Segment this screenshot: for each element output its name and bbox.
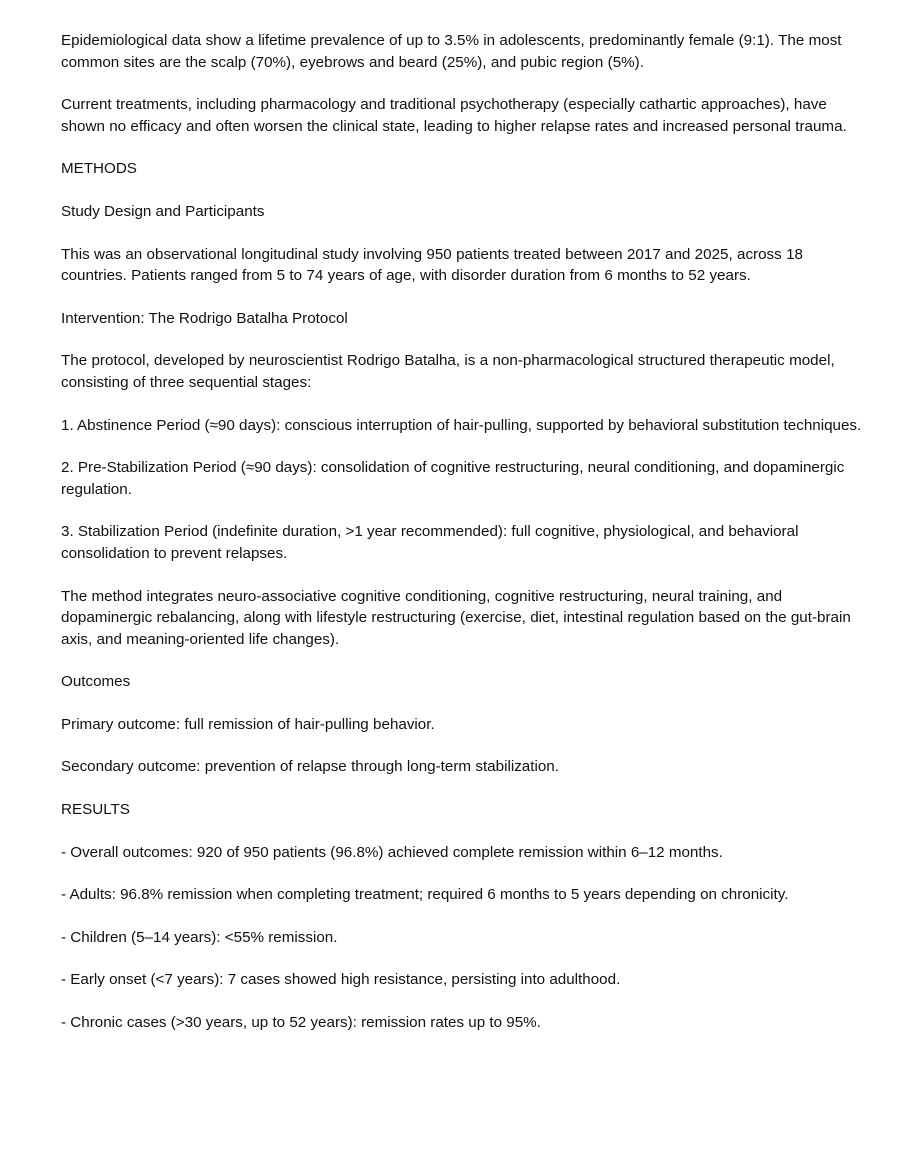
section-heading-results: RESULTS: [61, 801, 130, 819]
paragraph-primary-outcome: Primary outcome: full remission of hair-pulling behavior.: [61, 715, 435, 733]
subsection-heading-study-design: Study Design and Participants: [61, 202, 265, 220]
paragraph-epidemiology: Epidemiological data show a lifetime prevalence of up to 3.5% in adolescents, predominantly female (9:1). The most common sites are the scalp (70%), eyebrows and beard (25%), and pubic region (5%).: [61, 32, 842, 71]
paragraph-method-integration: The method integrates neuro-associative cognitive conditioning, cognitive restructuring, neural training, and dopaminergic rebalancing, along with lifestyle restructuring (exercise, diet, intestinal regulation based on the gut-brain axis, and meaning-oriented life changes).: [61, 587, 851, 648]
list-item-result-children: - Children (5–14 years): <55% remission.: [61, 928, 338, 946]
list-item-result-early-onset: - Early onset (<7 years): 7 cases showed high resistance, persisting into adulthood.: [61, 971, 621, 989]
list-item-stage-2-pre-stabilization: 2. Pre-Stabilization Period (≈90 days): consolidation of cognitive restructuring, neural conditioning, and dopaminergic regulation.: [61, 459, 845, 498]
subsection-heading-outcomes: Outcomes: [61, 673, 131, 691]
paragraph-current-treatments: Current treatments, including pharmacology and traditional psychotherapy (especially cathartic approaches), have shown no efficacy and often worsen the clinical state, leading to higher relapse rates and increased personal trauma.: [61, 96, 847, 135]
paragraph-secondary-outcome: Secondary outcome: prevention of relapse through long-term stabilization.: [61, 758, 559, 776]
list-item-result-chronic-cases: - Chronic cases (>30 years, up to 52 years): remission rates up to 95%.: [61, 1014, 541, 1032]
list-item-stage-1-abstinence: 1. Abstinence Period (≈90 days): conscious interruption of hair-pulling, supported by behavioral substitution techniques.: [61, 416, 862, 434]
paragraph-protocol-description: The protocol, developed by neuroscientist Rodrigo Batalha, is a non-pharmacological structured therapeutic model, consisting of three sequential stages:: [61, 352, 835, 391]
paragraph-study-design: This was an observational longitudinal study involving 950 patients treated between 2017 and 2025, across 18 countries. Patients ranged from 5 to 74 years of age, with disorder duration from 6 months to 52 years.: [61, 245, 803, 285]
subsection-heading-intervention: Intervention: The Rodrigo Batalha Protocol: [61, 309, 348, 327]
list-item-result-overall-outcomes: - Overall outcomes: 920 of 950 patients (96.8%) achieved complete remission within 6–12 months.: [61, 843, 723, 861]
list-item-stage-3-stabilization: 3. Stabilization Period (indefinite duration, >1 year recommended): full cognitive, physiological, and behavioral consolidation to prevent relapses.: [61, 523, 799, 562]
section-heading-methods: METHODS: [61, 160, 137, 178]
list-item-result-adults: - Adults: 96.8% remission when completing treatment; required 6 months to 5 years depending on chronicity.: [61, 886, 789, 904]
